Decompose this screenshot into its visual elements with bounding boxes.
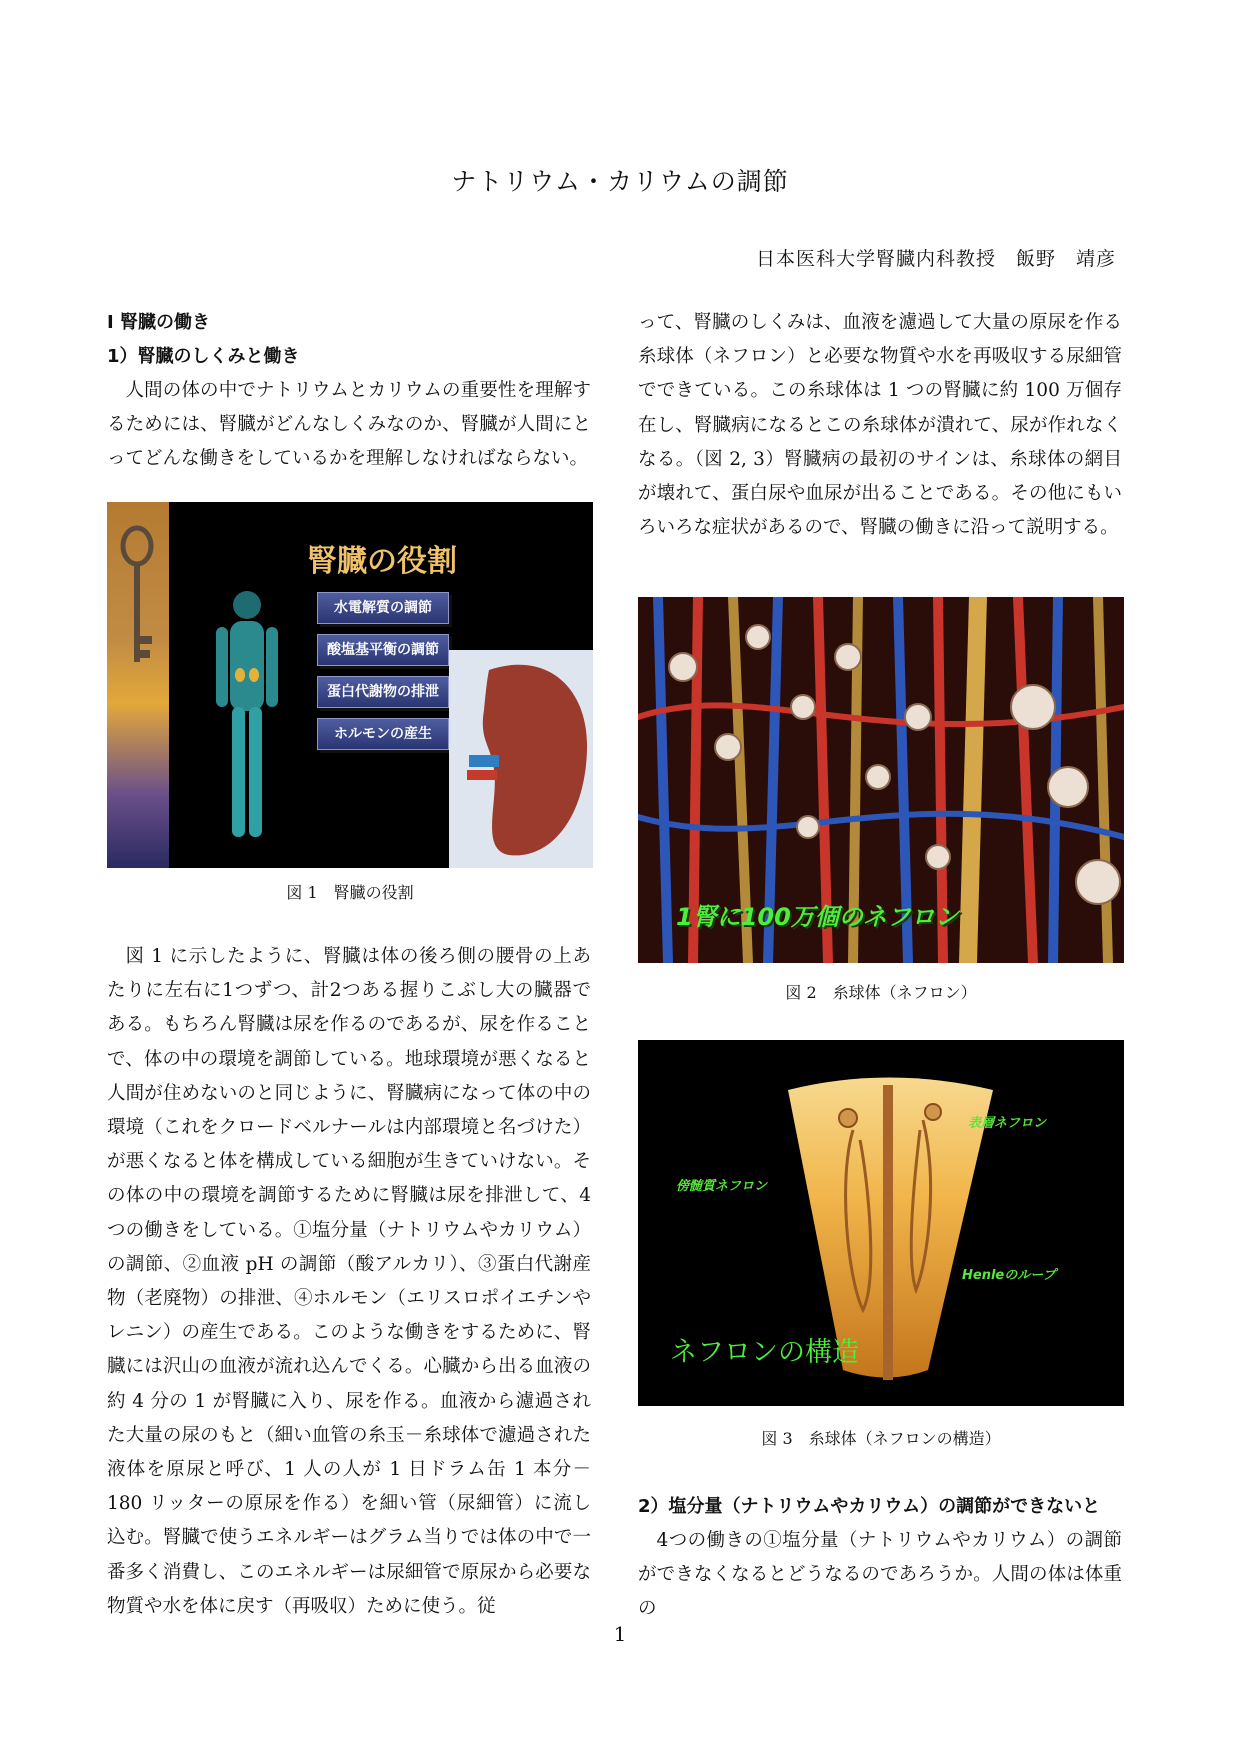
right-column-bottom [638, 1490, 1122, 1627]
role-item-3: 蛋白代謝物の排泄 [317, 676, 449, 708]
human-body-illustration [202, 587, 292, 847]
section-heading: Ⅰ 腎臓の働き [107, 312, 210, 333]
page-number: 1 [613, 1622, 627, 1646]
henle-loop-label: Henleのループ [962, 1268, 1056, 1283]
nephron-count-overlay: 1腎に100万個のネフロン [676, 903, 959, 931]
key-icon [115, 524, 159, 684]
paragraph-3: 4つの働きの①塩分量（ナトリウムやカリウム）の調節ができなくなるとどうなるのであろうか。人間の体は体重の [638, 1530, 1122, 1620]
paragraph-2: 図 1 に示したように、腎臓は体の後ろ側の腰骨の上あたりに左右に1つずつ、計2つある握りこぶし大の臓器である。もちろん腎臓は尿を作るのであるが、尿を作ることで、体の中の環境を調節している。地球環境が悪くなると人間が住めないのと同じように、腎臓病になって体の中の環境（これをクロードベルナールは内部環境と名づけた）が悪くなると体を構成している細胞が生きていけない。その体の中の環境を調節するために腎臓は尿を排泄して、4つの働きをしている。①塩分量（ナトリウムやカリウム）の調節、②血液 pH の調節（酸アルカリ）、③蛋白代謝産物（老廃物）の排泄、④ホルモン（エリスロポイエチンやレニン）の産生である。このような働きをするために、腎臓には沢山の血液が流れ込んでくる。心臓から出る血液の約 4 分の 1 が腎臓に入り、尿を作る。血液から濾過された大量の尿のもと（細い血管の糸玉－糸球体で濾過された液体を原尿と呼び、1 人の人が 1 日ドラム缶 1 本分－180 リッターの原尿を作る）を細い管（尿細管）に流し込む。腎臓で使うエネルギーはグラム当りでは体の中で一番多く消費し、このエネルギーは尿細管で原尿から必要な物質や水を体に戻す（再吸収）ために使う。従 [107, 946, 591, 1617]
figure-1-caption: 図 1 腎臓の役割 [286, 883, 414, 902]
subheading-2: 2）塩分量（ナトリウムやカリウム）の調節ができないと [638, 1496, 1101, 1517]
slide-title: 腎臓の役割 [307, 544, 457, 579]
author-line: 日本医科大学腎臓内科教授 飯野 靖彦 [755, 248, 1116, 270]
decorative-strip [107, 502, 169, 868]
nephron-structure-title: ネフロンの構造 [670, 1337, 859, 1368]
figure-2-caption: 図 2 糸球体（ネフロン） [785, 983, 977, 1002]
page-title: ナトリウム・カリウムの調節 [451, 167, 789, 196]
figure-1-kidney-roles [107, 502, 593, 868]
paragraph-1: 人間の体の中でナトリウムとカリウムの重要性を理解するためには、腎臓がどんなしくみなのか、腎臓が人間にとってどんな働きをしているかを理解しなければならない。 [107, 380, 591, 470]
role-item-4: ホルモンの産生 [317, 718, 449, 750]
right-column-top [638, 306, 1122, 545]
superficial-nephron-label: 表層ネフロン [968, 1116, 1047, 1131]
subheading-1: 1）腎臓のしくみと働き [107, 346, 300, 367]
paragraph-1-continued: って、腎臓のしくみは、血液を濾過して大量の原尿を作る糸球体（ネフロン）と必要な物質や水を再吸収する尿細管でできている。この糸球体は 1 つの腎臓に約 100 万個存在し、腎臓病になるとこの糸球体が潰れて、尿が作れなくなる。（図 2, 3）腎臓病の最初のサインは、糸球体の網目が壊れて、蛋白尿や血尿が出ることである。その他にもいろいろな症状があるので、腎臓の働きに沿って説明する。 [638, 312, 1122, 539]
kidney-illustration-panel [449, 650, 593, 868]
figure-2-nephron-photo [638, 597, 1124, 963]
role-item-1: 水電解質の調節 [317, 592, 449, 624]
left-column-main [107, 940, 591, 1624]
figure-3-nephron-structure [638, 1040, 1124, 1406]
left-column-top [107, 306, 591, 477]
role-item-2: 酸塩基平衡の調節 [317, 634, 449, 666]
juxtamedullary-nephron-label: 傍髄質ネフロン [676, 1179, 768, 1194]
kidney-illustration [449, 650, 593, 868]
figure-3-caption: 図 3 糸球体（ネフロンの構造） [761, 1429, 1001, 1448]
